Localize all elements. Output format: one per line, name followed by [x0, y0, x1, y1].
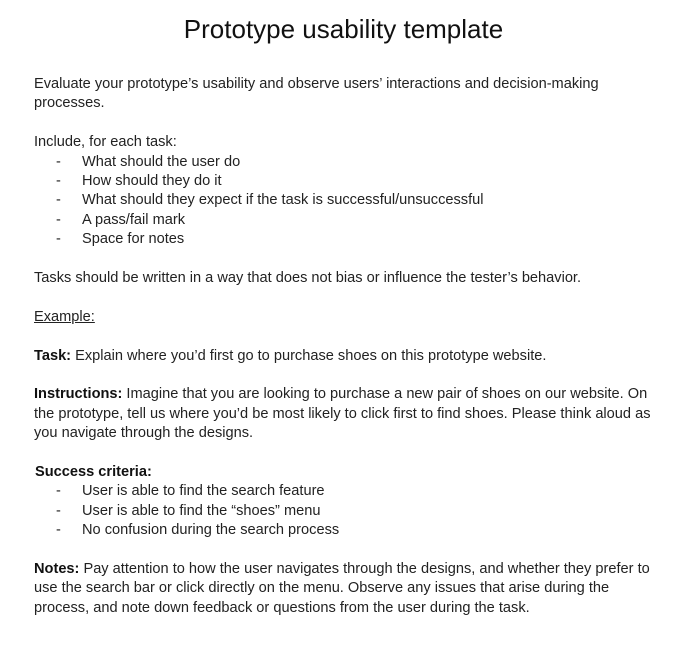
task-label: Task:: [34, 347, 72, 364]
instructions-label: Instructions:: [34, 386, 123, 403]
bias-note: Tasks should be written in a way that does not bias or influence the tester’s behavior.: [34, 270, 582, 287]
page-title: Prototype usability template: [183, 14, 504, 44]
dash-bullet: -: [56, 211, 61, 228]
dash-bullet: -: [56, 522, 61, 539]
list-item: - User is able to find the “shoes” menu: [34, 502, 660, 521]
success-list: [34, 482, 660, 540]
notes-paragraph: [34, 560, 660, 618]
list-item: - No confusion during the search process: [34, 521, 660, 540]
dash-bullet: -: [56, 502, 61, 519]
success-criteria-heading: [34, 463, 660, 482]
list-item: - How should they do it: [34, 172, 660, 191]
include-list: [34, 153, 660, 250]
list-item: - Space for notes: [34, 230, 660, 249]
example-label: Example:: [34, 308, 95, 325]
dash-bullet: -: [56, 483, 61, 500]
dash-bullet: -: [56, 173, 61, 190]
notes-text: Pay attention to how the user navigates through the designs, and whether they prefer to use the search bar or click directly on the menu. Observe any issues that arise during the process, and note down feedback or questions from the user during the task.: [34, 561, 650, 616]
instructions-text: Imagine that you are looking to purchase a new pair of shoes on our website. On the prototype, tell us where you’d be most likely to click first to find shoes. Please think aloud as you navigate through the designs.: [34, 386, 651, 442]
dash-bullet: -: [56, 192, 61, 209]
document-body: [34, 75, 660, 618]
task-paragraph: [34, 347, 660, 366]
dash-bullet: -: [56, 231, 61, 248]
include-heading: Include, for each task:: [34, 134, 177, 151]
task-text: Explain where you’d first go to purchase shoes on this prototype website.: [71, 347, 547, 364]
list-item: - A pass/fail mark: [34, 211, 660, 230]
list-item: - What should they expect if the task is successful/unsuccessful: [34, 191, 660, 210]
dash-bullet: -: [56, 153, 61, 170]
notes-label: Notes:: [34, 561, 80, 578]
intro-paragraph: Evaluate your prototype’s usability and observe users’ interactions and decision-making processes.: [34, 76, 599, 112]
success-label: Success criteria:: [35, 464, 152, 481]
instructions-paragraph: [34, 385, 660, 443]
list-item: - User is able to find the search feature: [34, 482, 660, 501]
list-item: - What should the user do: [34, 153, 660, 172]
